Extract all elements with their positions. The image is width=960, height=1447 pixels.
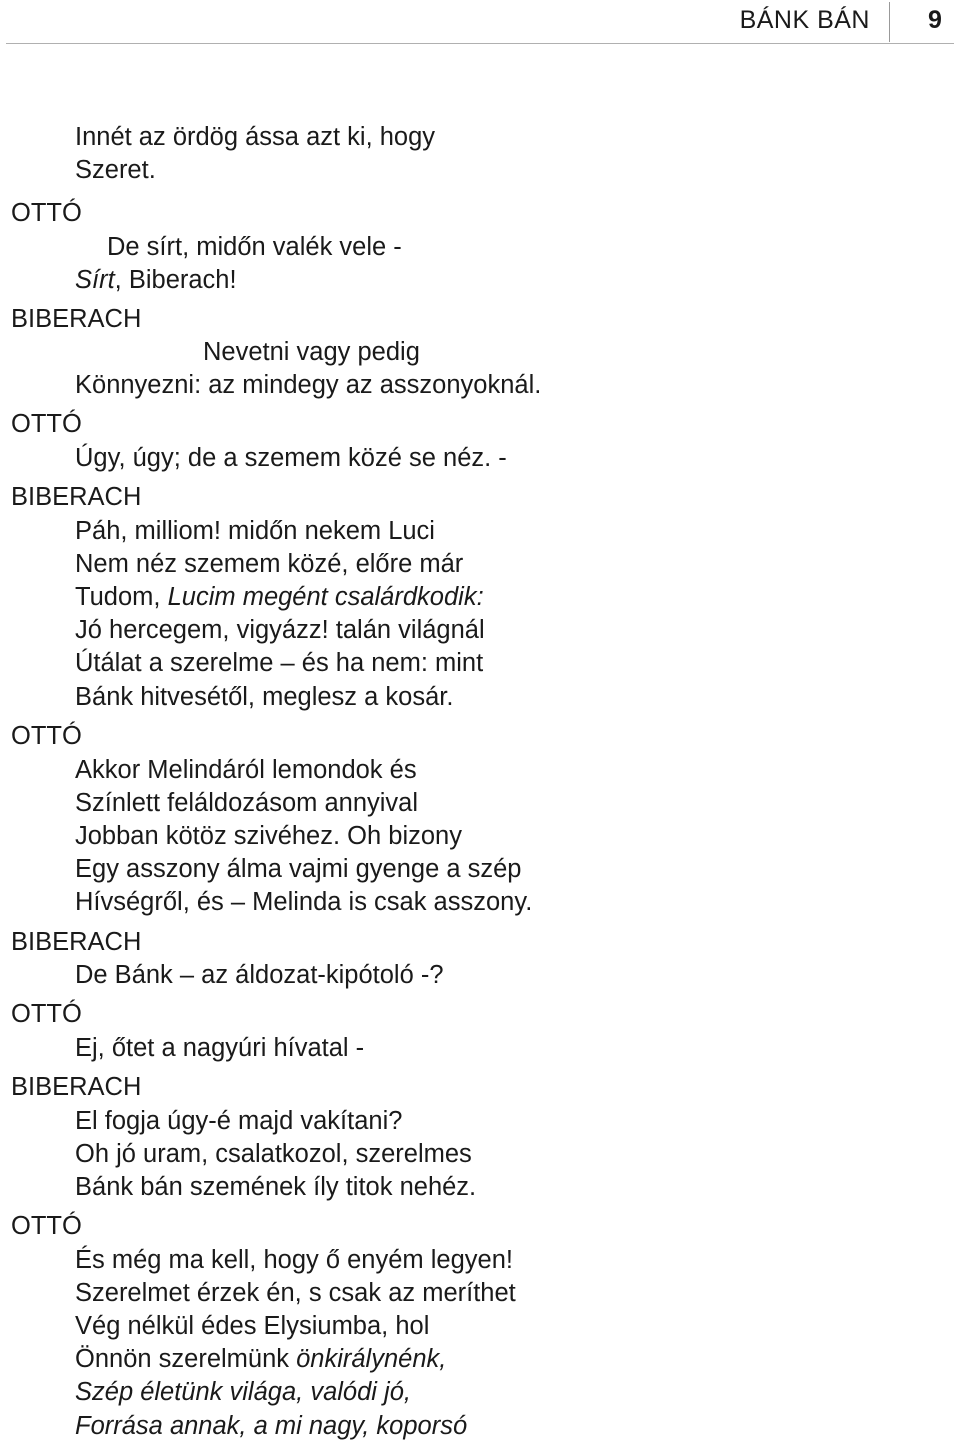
verse-text: Szép életünk világa, valódi jó,: [75, 1378, 411, 1406]
speaker-name: [11, 997, 82, 1031]
verse-text: BIBERACH: [11, 1073, 142, 1101]
header-rule: [6, 43, 954, 44]
page-number: 9: [928, 6, 942, 34]
verse-text: Színlett feláldozásom annyival: [75, 789, 419, 817]
verse-text: OTTÓ: [11, 1000, 82, 1028]
verse-text: , Biberach!: [114, 266, 237, 294]
verse-line: [75, 1409, 467, 1443]
verse-line: [75, 958, 444, 992]
verse-line: [75, 1243, 513, 1277]
verse-line: [203, 335, 420, 369]
verse-line: [75, 263, 237, 297]
verse-text: Forrása annak, a mi nagy, koporsó: [75, 1412, 468, 1440]
verse-text: OTTÓ: [11, 410, 82, 438]
speaker-name: [11, 719, 82, 753]
verse-line: [75, 368, 541, 402]
verse-line: [75, 120, 435, 154]
verse-text: Ej, őtet a nagyúri hívatal -: [75, 1034, 365, 1062]
verse-line: [75, 819, 462, 853]
verse-line: [107, 230, 402, 264]
verse-line: [75, 153, 156, 187]
verse-text: Nem néz szemem közé, előre már: [75, 550, 464, 578]
speaker-name: [11, 196, 82, 230]
verse-text: önkirálynénk,: [296, 1345, 447, 1373]
verse-text: Sírt: [75, 266, 115, 294]
speaker-name: [11, 302, 141, 336]
speaker-name: [11, 925, 141, 959]
verse-line: [75, 1276, 516, 1310]
verse-text: Útálat a szerelme – és ha nem: mint: [75, 649, 484, 677]
verse-line: [75, 753, 417, 787]
verse-text: Lucim megént csalárdkodik:: [167, 583, 484, 611]
verse-line: [75, 613, 485, 647]
verse-line: [75, 1309, 429, 1343]
verse-text: Akkor Melindáról lemondok és: [75, 756, 417, 784]
speaker-name: [11, 480, 141, 514]
verse-text: Szeret.: [75, 156, 156, 184]
verse-text: Nevetni vagy pedig: [203, 338, 420, 366]
speaker-name: [11, 1070, 141, 1104]
verse-text: De sírt, midőn valék vele -: [107, 233, 402, 261]
verse-text: Könnyezni: az mindegy az asszonyoknál.: [75, 371, 542, 399]
verse-text: Páh, milliom! midőn nekem Luci: [75, 517, 435, 545]
verse-line: [75, 852, 521, 886]
verse-text: Szerelmet érzek én, s csak az meríthet: [75, 1279, 516, 1307]
verse-text: Jó hercegem, vigyázz! talán világnál: [75, 616, 485, 644]
verse-text: Úgy, úgy; de a szemem közé se néz. -: [75, 444, 507, 472]
verse-line: [75, 646, 483, 680]
verse-line: [75, 786, 418, 820]
verse-line: [75, 1375, 411, 1409]
verse-text: El fogja úgy-é majd vakítani?: [75, 1107, 403, 1135]
verse-line: [75, 514, 435, 548]
verse-text: OTTÓ: [11, 722, 82, 750]
running-title: BÁNK BÁN: [739, 6, 870, 34]
verse-text: BIBERACH: [11, 928, 142, 956]
verse-line: [75, 885, 532, 919]
verse-text: Tudom,: [75, 583, 168, 611]
verse-line: [75, 1104, 402, 1138]
speaker-name: [11, 1209, 82, 1243]
verse-line: [75, 547, 463, 581]
verse-text: OTTÓ: [11, 199, 82, 227]
verse-line: [75, 580, 484, 614]
verse-text: BIBERACH: [11, 483, 142, 511]
header-separator: [889, 2, 890, 42]
verse-text: De Bánk – az áldozat-kipótoló -?: [75, 961, 444, 989]
verse-line: [75, 1170, 476, 1204]
verse-text: Önnön szerelmünk: [75, 1345, 297, 1373]
verse-text: Jobban kötöz szivéhez. Oh bizony: [75, 822, 462, 850]
speaker-name: [11, 407, 82, 441]
verse-line: [75, 1031, 364, 1065]
verse-line: [75, 1137, 472, 1171]
verse-text: Vég nélkül édes Elysiumba, hol: [75, 1312, 430, 1340]
verse-text: És még ma kell, hogy ő enyém legyen!: [75, 1246, 513, 1274]
page-header: [0, 0, 960, 44]
verse-line: [75, 680, 453, 714]
verse-line: [75, 441, 507, 475]
verse-text: Oh jó uram, csalatkozol, szerelmes: [75, 1140, 472, 1168]
verse-text: Hívségről, és – Melinda is csak asszony.: [75, 888, 533, 916]
verse-text: Innét az ördög ássa azt ki, hogy: [75, 123, 436, 151]
verse-text: Egy asszony álma vajmi gyenge a szép: [75, 855, 522, 883]
verse-text: OTTÓ: [11, 1212, 82, 1240]
verse-text: Bánk bán szemének íly titok nehéz.: [75, 1173, 477, 1201]
verse-text: Bánk hitvesétől, meglesz a kosár.: [75, 683, 454, 711]
verse-line: [75, 1342, 446, 1376]
verse-text: BIBERACH: [11, 305, 142, 333]
